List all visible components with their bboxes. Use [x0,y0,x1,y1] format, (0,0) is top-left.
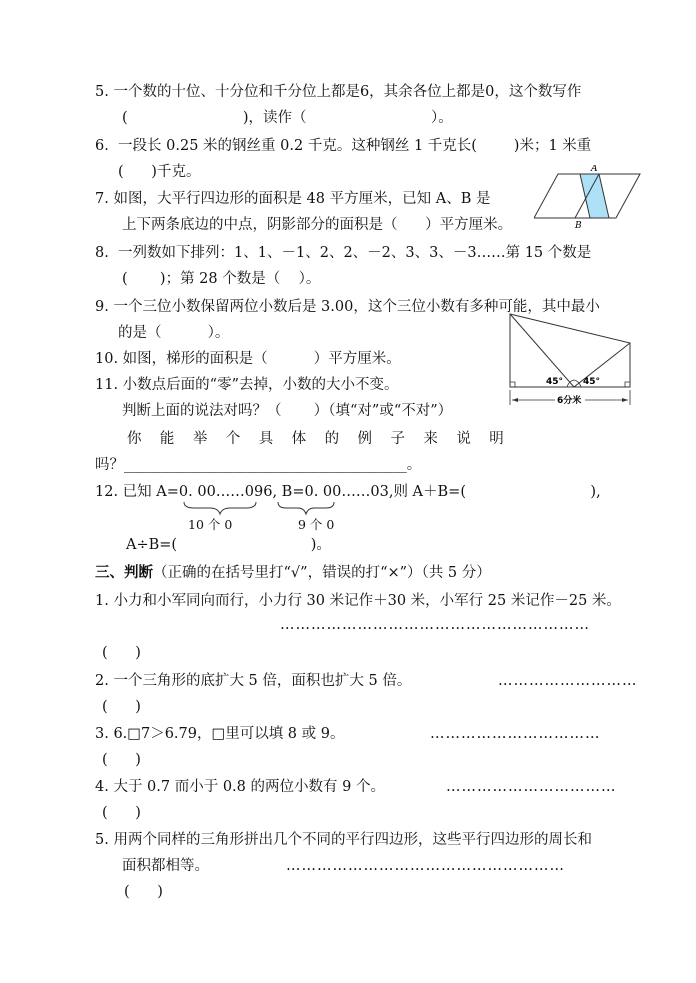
judge-q4-line: 4. 大于 0.7 而小于 0.8 的两位小数有 9 个。 [95,779,385,795]
q5-line1: 5. 一个数的十位、十分位和千分位上都是6，其余各位上都是0，这个数写作 [95,84,582,100]
q11-line2: 判断上面的说法对吗？（ ）（填“对”或“不对”） [122,403,453,419]
q11-line4: 吗？_______________________________________。 [95,457,422,473]
q12-line2: A÷B=( )。 [126,537,331,553]
judge-q5-paren[interactable]: ( ) [124,884,163,900]
judge-q4-paren[interactable]: ( ) [102,805,141,821]
q11-line3: 你 能 举 个 具 体 的 例 子 来 说 明 [127,431,504,447]
q5-line2: ( )，读作（ ）。 [122,110,453,126]
judge-q3-line: 3. 6.□7＞6.79，□里可以填 8 或 9。 [95,726,345,742]
q9-line1: 9. 一个三位小数保留两位小数后是 3.00，这个三位小数有多种可能，其中最小 [95,299,600,315]
q8-line1: 8. 一列数如下排列：1、1、－1、2、2、－2、3、3、－3……第 15 个数是 [95,245,592,261]
q7-line1: 7. 如图，大平行四边形的面积是 48 平方厘米，已知 A、B 是 [95,191,491,207]
q6-line2: ( )千克。 [118,164,201,180]
q7-line2: 上下两条底边的中点，阴影部分的面积是（ ）平方厘米。 [122,217,513,233]
angle-right-label: 45° [583,377,601,387]
judge-q3-dots: …………………………… [430,726,601,742]
judge-q5-line2: 面积都相等。 [122,858,209,874]
trapezoid-figure [503,312,638,409]
parallelogram-figure [534,165,642,229]
judge-q2-paren[interactable]: ( ) [102,699,141,715]
q12-line1: 12. 已知 A=0. 00……096, B=0. 00……03,则 A＋B=( ), [95,484,601,500]
label-a: A [591,165,598,174]
q11-line1: 11. 小数点后面的“零”去掉，小数的大小不变。 [95,377,399,393]
q12-braces [182,500,352,516]
judge-q2-dots: ……………………… [498,673,638,689]
base-label: 6分米 [557,396,582,406]
label-b: B [575,221,582,229]
judge-q5-line1: 5. 用两个同样的三角形拼出几个不同的平行四边形，这些平行四边形的周长和 [95,832,592,848]
section-heading-bold: 三、判断 [95,564,153,581]
judge-q1-dots: …………………………………………………… [280,617,590,633]
judge-q4-dots: …………………………… [446,779,617,795]
q10-line: 10. 如图，梯形的面积是（ ）平方厘米。 [95,351,401,367]
section-heading-rest: （正确的在括号里打“√”，错误的打“×”）（共 5 分） [153,565,491,581]
judge-q3-paren[interactable]: ( ) [102,752,141,768]
brace2-label: 9 个 0 [298,517,335,532]
judge-q1-paren[interactable]: ( ) [102,645,141,661]
judge-q5-dots: ……………………………………………… [286,858,565,874]
q8-line2: ( )；第 28 个数是（ ）。 [122,271,321,287]
judge-q1-line: 1. 小力和小军同向而行，小力行 30 米记作＋30 米，小军行 25 米记作－25 米。 [95,593,621,609]
q6-line1: 6. 一段长 0.25 米的钢丝重 0.2 千克。这种钢丝 1 千克长( )米；1 米重 [95,138,592,154]
section-heading [95,563,491,583]
angle-left-label: 45° [546,377,564,387]
q9-line2: 的是（ ）。 [118,325,230,341]
brace1-label: 10 个 0 [188,517,233,532]
judge-q2-line: 2. 一个三角形的底扩大 5 倍，面积也扩大 5 倍。 [95,673,412,689]
